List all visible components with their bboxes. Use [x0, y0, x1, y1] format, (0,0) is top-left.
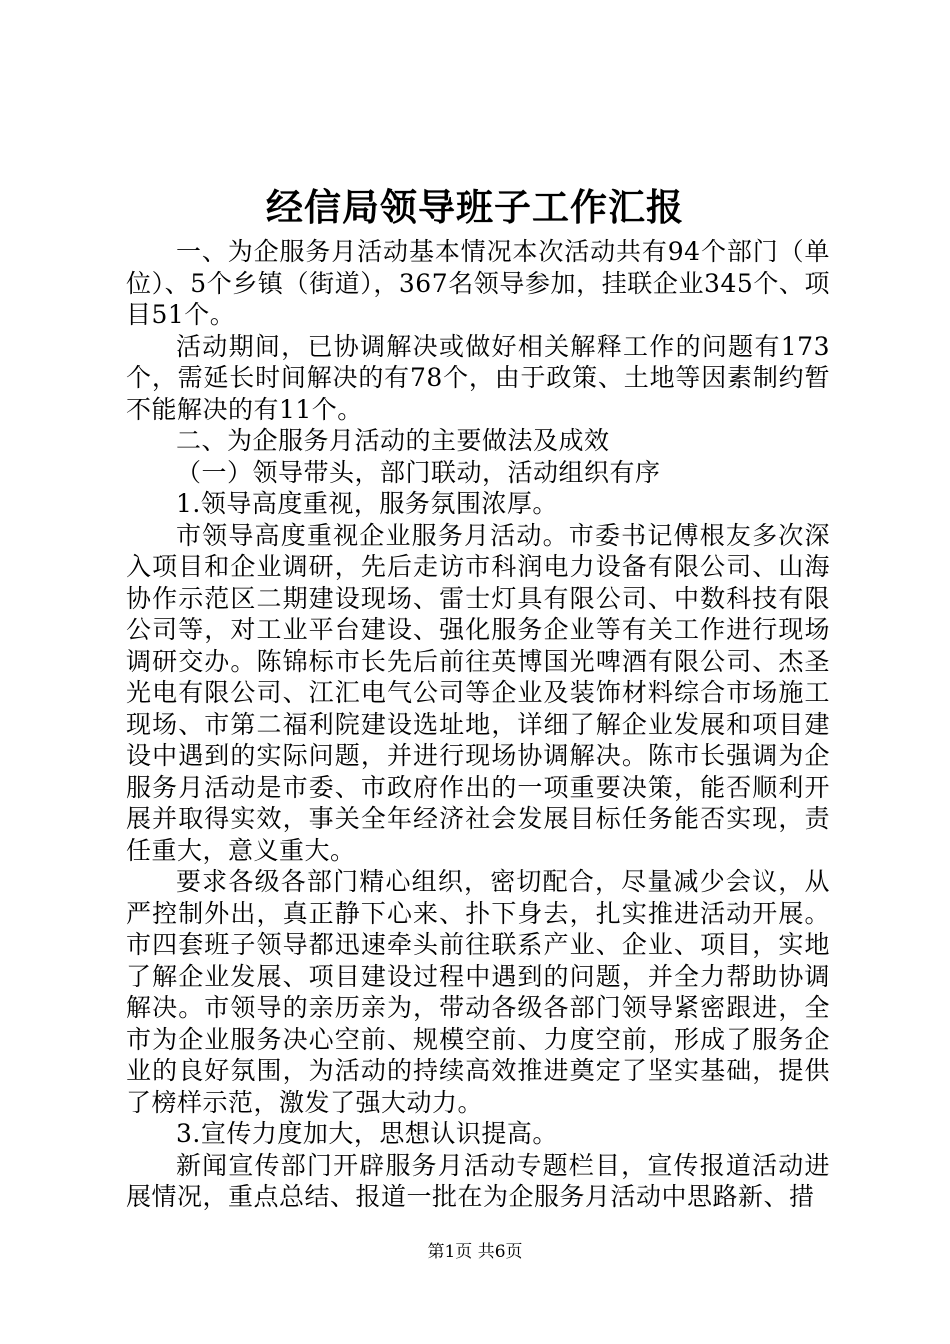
document-title: 经信局领导班子工作汇报 [266, 185, 684, 229]
page-footer: 第1页 共6页 [427, 1242, 523, 1262]
subsection-heading-1: （一）领导带头，部门联动，活动组织有序 [176, 457, 661, 487]
paragraph-publicity: 新闻宣传部门开辟服务月活动专题栏目，宣传报道活动进展情况，重点总结、报道一批在为企服务月活动中思路新、措 [126, 1150, 830, 1211]
item-heading-3: 3.宣传力度加大，思想认识提高。 [176, 1119, 558, 1148]
paragraph-problem-stats: 活动期间，已协调解决或做好相关解释工作的问题有173个，需延长时间解决的有78个，由于政策、土地等因素制约暂不能解决的有11个。 [126, 331, 830, 424]
paragraph-leadership-visits: 市领导高度重视企业服务月活动。市委书记傅根友多次深入项目和企业调研，先后走访市科润电力设备有限公司、山海协作示范区二期建设现场、雷士灯具有限公司、中数科技有限公司等，对工业平台建设、强化服务企业等有关工作进行现场调研交办。陈锦标市长先后前往英博国光啤酒有限公司、杰圣光电有限公司、江汇电气公司等企业及装饰材料综合市场施工现场、市第二福利院建设选址地，详细了解企业发展和项目建设中遇到的实际问题，并进行现场协调解决。陈市长强调为企服务月活动是市委、市政府作出的一项重要决策，能否顺利开展并取得实效，事关全年经济社会发展目标任务能否实现，责任重大，意义重大。 [126, 520, 830, 865]
paragraph-overview: 一、为企服务月活动基本情况本次活动共有94个部门（单位）、5个乡镇（街道），367名领导参加，挂联企业345个、项目51个。 [126, 237, 830, 329]
section-heading-2: 二、为企服务月活动的主要做法及成效 [176, 426, 610, 455]
item-heading-1: 1.领导高度重视，服务氛围浓厚。 [176, 489, 558, 518]
paragraph-requirements: 要求各级各部门精心组织，密切配合，尽量减少会议，从严控制外出，真正静下心来、扑下身去，扎实推进活动开展。市四套班子领导都迅速牵头前往联系产业、企业、项目，实地了解企业发展、项目建设过程中遇到的问题，并全力帮助协调解决。市领导的亲历亲为，带动各级各部门领导紧密跟进，全市为企业服务决心空前、规模空前、力度空前，形成了服务企业的良好氛围，为活动的持续高效推进奠定了坚实基础，提供了榜样示范，激发了强大动力。 [126, 867, 830, 1117]
document-body [126, 236, 830, 1213]
